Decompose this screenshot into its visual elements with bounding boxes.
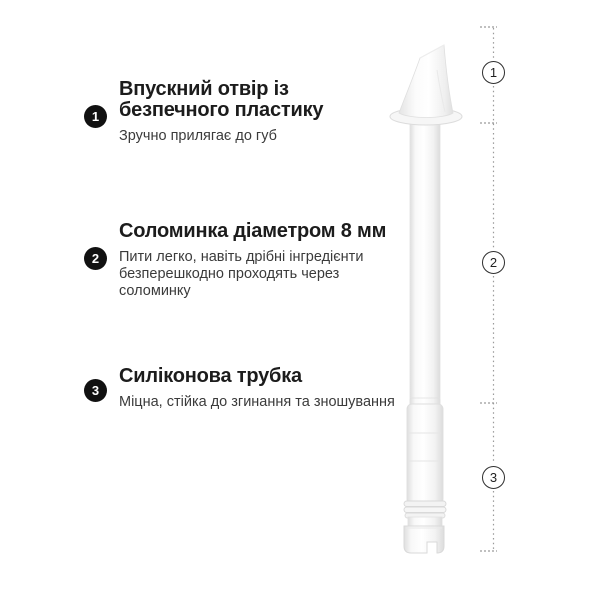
feature-2-number-badge: 2 [84, 247, 107, 270]
feature-3-number-badge: 3 [84, 379, 107, 402]
feature-1 [119, 79, 359, 145]
mouthpiece [390, 45, 462, 125]
feature-3-description: Міцна, стійка до згинання та зношування [119, 394, 395, 410]
silicone-tube-section [404, 398, 446, 553]
feature-3-title: Силіконова трубка [119, 365, 302, 387]
feature-3 [119, 366, 429, 411]
feature-1-title: Впускний отвір із безпечного пластику [119, 78, 324, 121]
feature-1-number-badge: 1 [84, 105, 107, 128]
feature-2 [119, 221, 429, 300]
feature-2-description: Пити легко, навіть дрібні інгредієнти безперешкодно проходять через соломинку [119, 249, 364, 299]
feature-1-description: Зручно прилягає до губ [119, 128, 277, 144]
measure-label-3: 3 [482, 466, 505, 489]
feature-2-title: Соломинка діаметром 8 мм [119, 220, 387, 242]
measure-label-1: 1 [482, 61, 505, 84]
measure-label-2: 2 [482, 251, 505, 274]
